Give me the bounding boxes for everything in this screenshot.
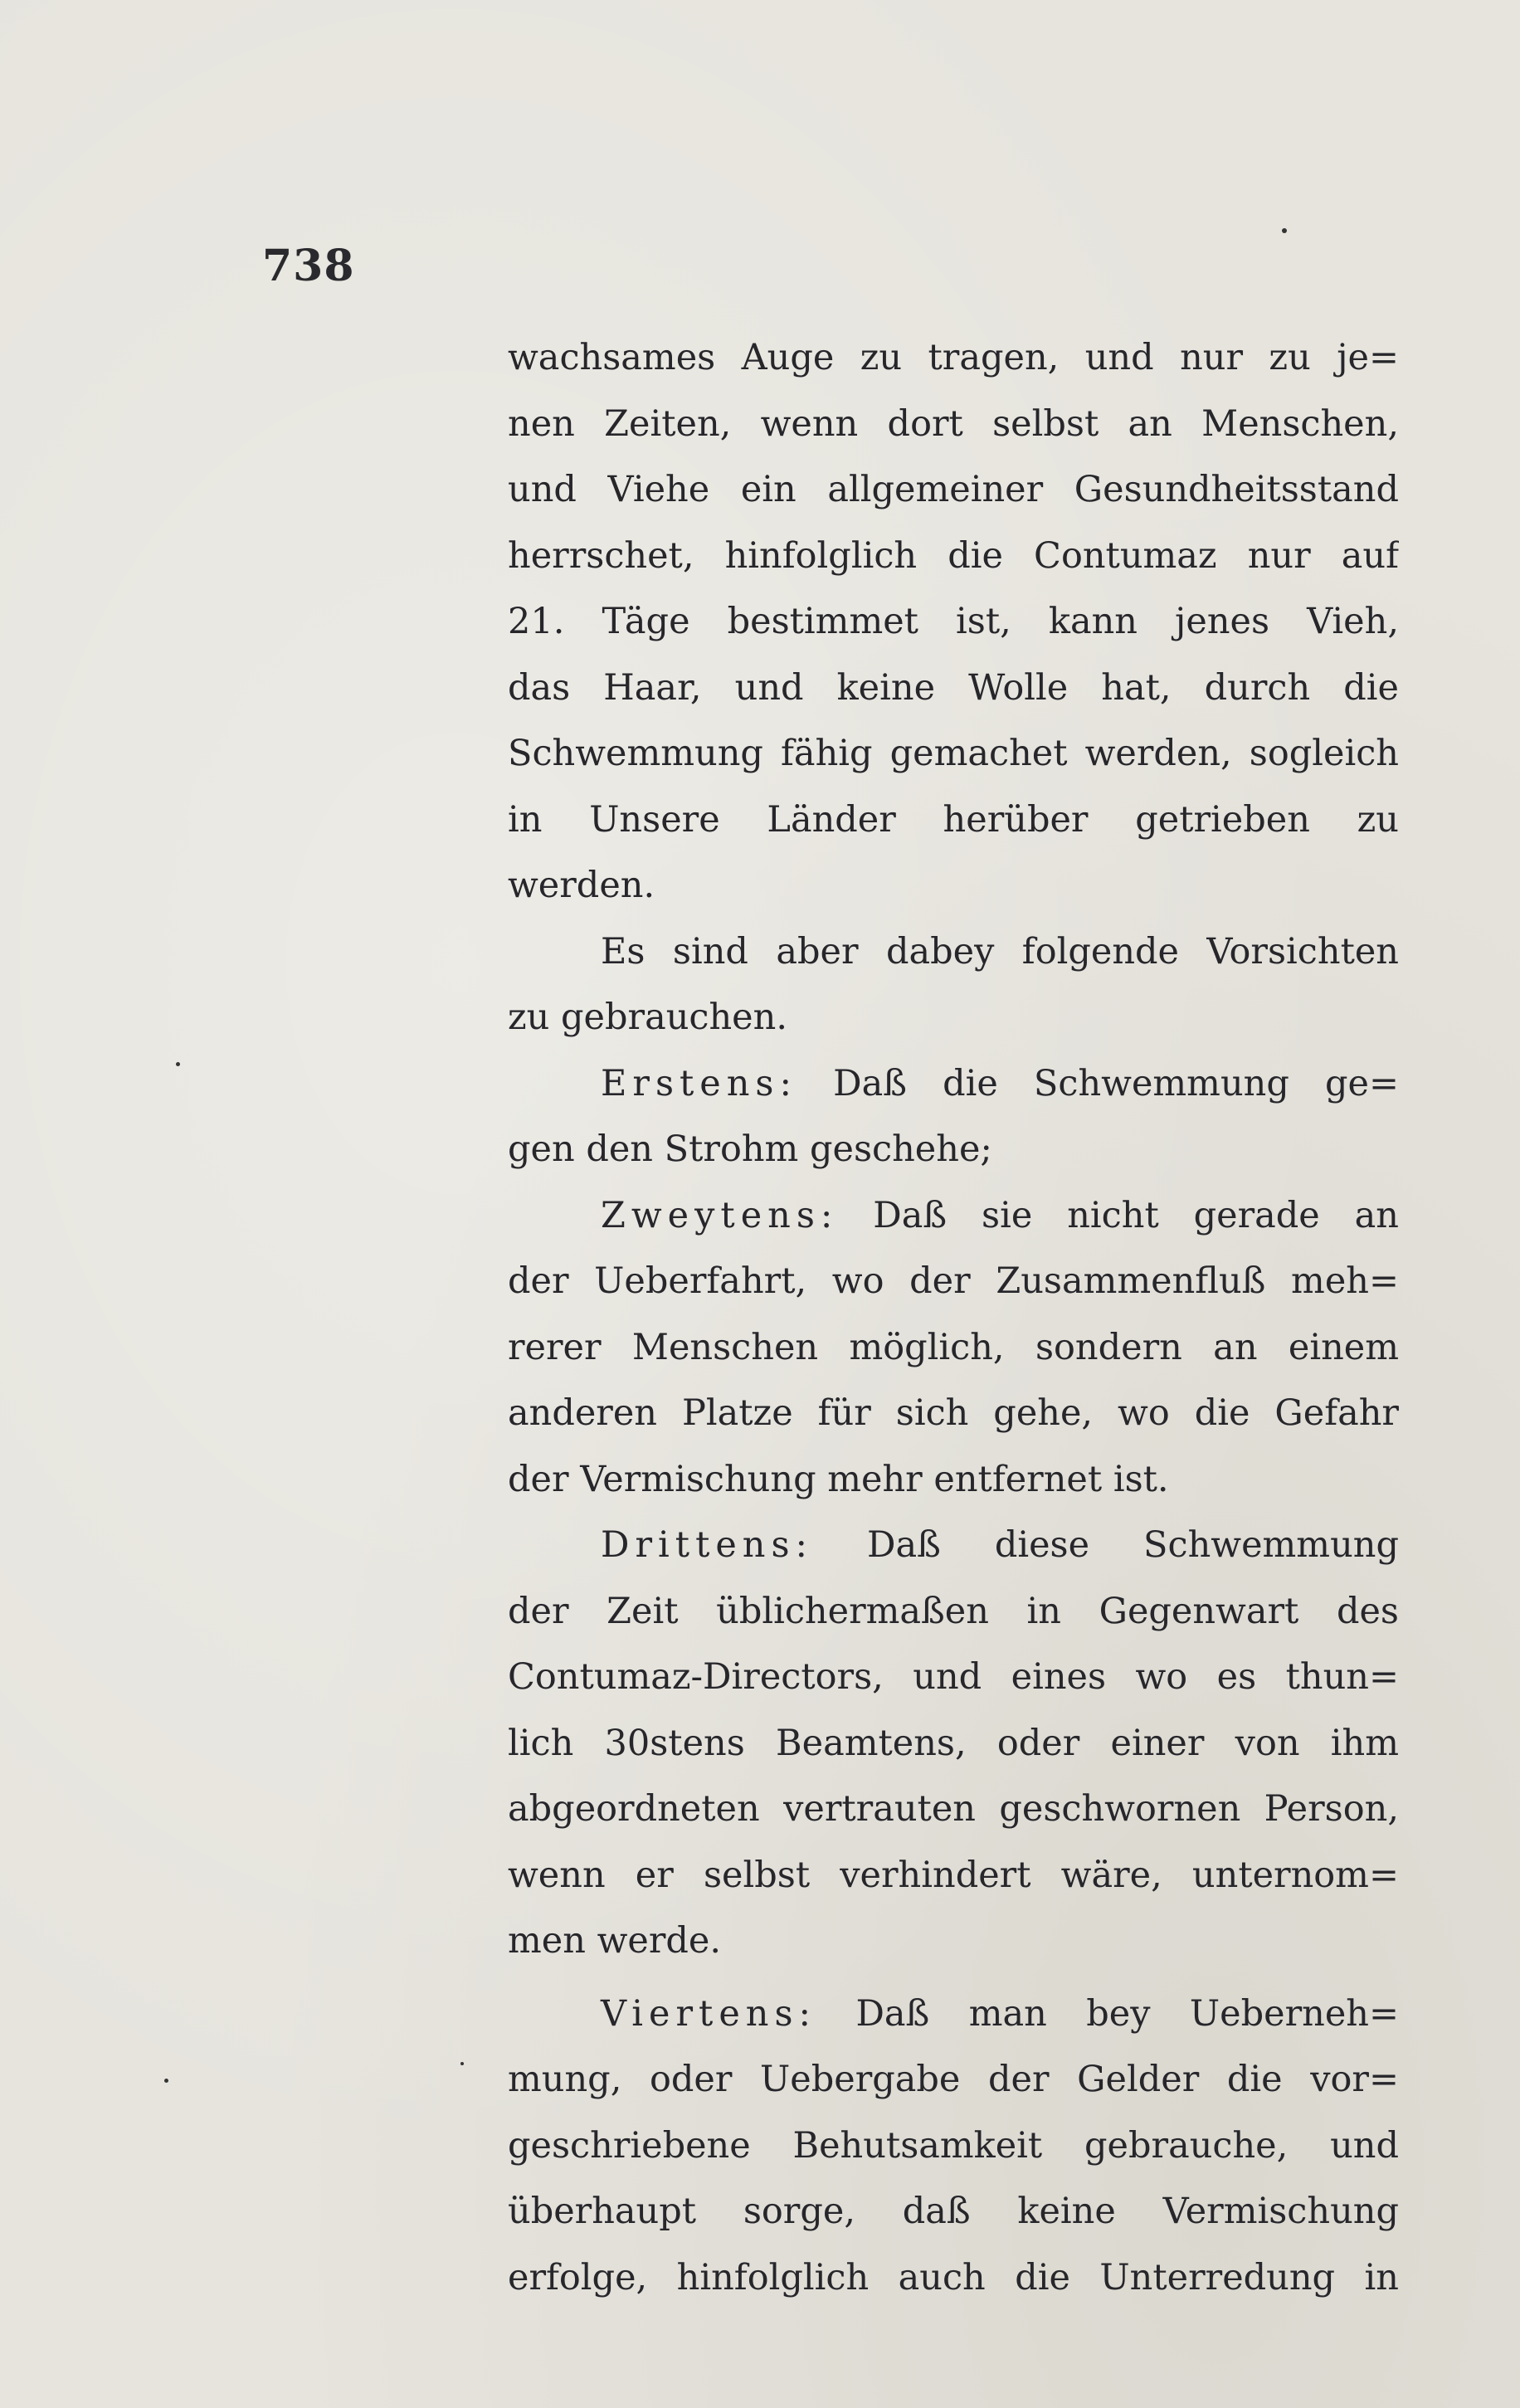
text-line: der Vermischung mehr entfernet ist. — [508, 1458, 1169, 1500]
text-line: Contumaz-Directors, und eines wo es thun= — [508, 1656, 1399, 1698]
text-line: werden. — [508, 865, 655, 906]
paragraph-2 — [508, 919, 1399, 1051]
page-number: 738 — [262, 241, 355, 291]
text-line: abgeordneten vertrauten geschwornen Person, — [508, 1788, 1399, 1830]
paragraph-lead: Zweytens: — [601, 1194, 839, 1236]
paragraph-1 — [508, 325, 1399, 919]
text-line: mung, oder Uebergabe der Gelder die vor= — [508, 2059, 1399, 2100]
text-line: Zweytens: Daß sie nicht gerade an — [601, 1194, 1399, 1236]
text-line: in Unsere Länder herüber getrieben zu — [508, 798, 1399, 841]
paragraph-lead: Erstens: — [601, 1062, 797, 1104]
text-line: geschriebene Behutsamkeit gebrauche, und — [508, 2124, 1399, 2167]
paragraph-3 — [508, 1051, 1399, 1183]
paper-speck — [460, 2062, 464, 2065]
text-line: anderen Platze für sich gehe, wo die Gefahr — [508, 1392, 1399, 1434]
text-line: nen Zeiten, wenn dort selbst an Menschen, — [508, 402, 1399, 445]
paragraph-4 — [508, 1183, 1399, 1514]
text-line: und Viehe ein allgemeiner Gesundheitsstand — [508, 469, 1399, 510]
paragraph-lead: Viertens: — [601, 1992, 817, 2035]
text-line: Drittens: Daß diese Schwemmung — [601, 1524, 1399, 1566]
text-line: überhaupt sorge, daß keine Vermischung — [508, 2191, 1399, 2232]
text-line: Schwemmung fähig gemachet werden, sogleich — [508, 733, 1399, 774]
text-line: erfolge, hinfolglich auch die Unterredung in — [508, 2256, 1399, 2298]
text-line: Es sind aber dabey folgende Vorsichten — [601, 930, 1399, 972]
text-line: rerer Menschen möglich, sondern an einem — [508, 1326, 1399, 1368]
text-line: gen den Strohm geschehe; — [508, 1128, 992, 1170]
text-line: zu gebrauchen. — [508, 997, 787, 1038]
paper-speck — [176, 1062, 180, 1066]
paragraph-lead: Drittens: — [601, 1524, 814, 1566]
body-text — [508, 325, 1399, 2311]
text-line: herrschet, hinfolglich die Contumaz nur auf — [508, 534, 1399, 577]
paragraph-6 — [508, 1981, 1399, 2312]
paragraph-5 — [508, 1513, 1399, 1975]
text-line: der Ueberfahrt, wo der Zusammenfluß meh= — [508, 1260, 1399, 1302]
paper-speck — [1282, 228, 1287, 233]
text-line: das Haar, und keine Wolle hat, durch die — [508, 666, 1399, 709]
text-line: der Zeit üblichermaßen in Gegenwart des — [508, 1590, 1399, 1632]
text-line: 21. Täge bestimmet ist, kann jenes Vieh, — [508, 601, 1399, 642]
text-line: Viertens: Daß man bey Ueberneh= — [601, 1992, 1399, 2035]
text-line: wenn er selbst verhindert wäre, unternom= — [508, 1854, 1399, 1896]
text-line: wachsames Auge zu tragen, und nur zu je= — [508, 337, 1399, 378]
text-line: men werde. — [508, 1920, 722, 1962]
paper-speck — [164, 2079, 168, 2083]
text-line: lich 30stens Beamtens, oder einer von ihm — [508, 1722, 1399, 1764]
text-line: Erstens: Daß die Schwemmung ge= — [601, 1062, 1399, 1104]
